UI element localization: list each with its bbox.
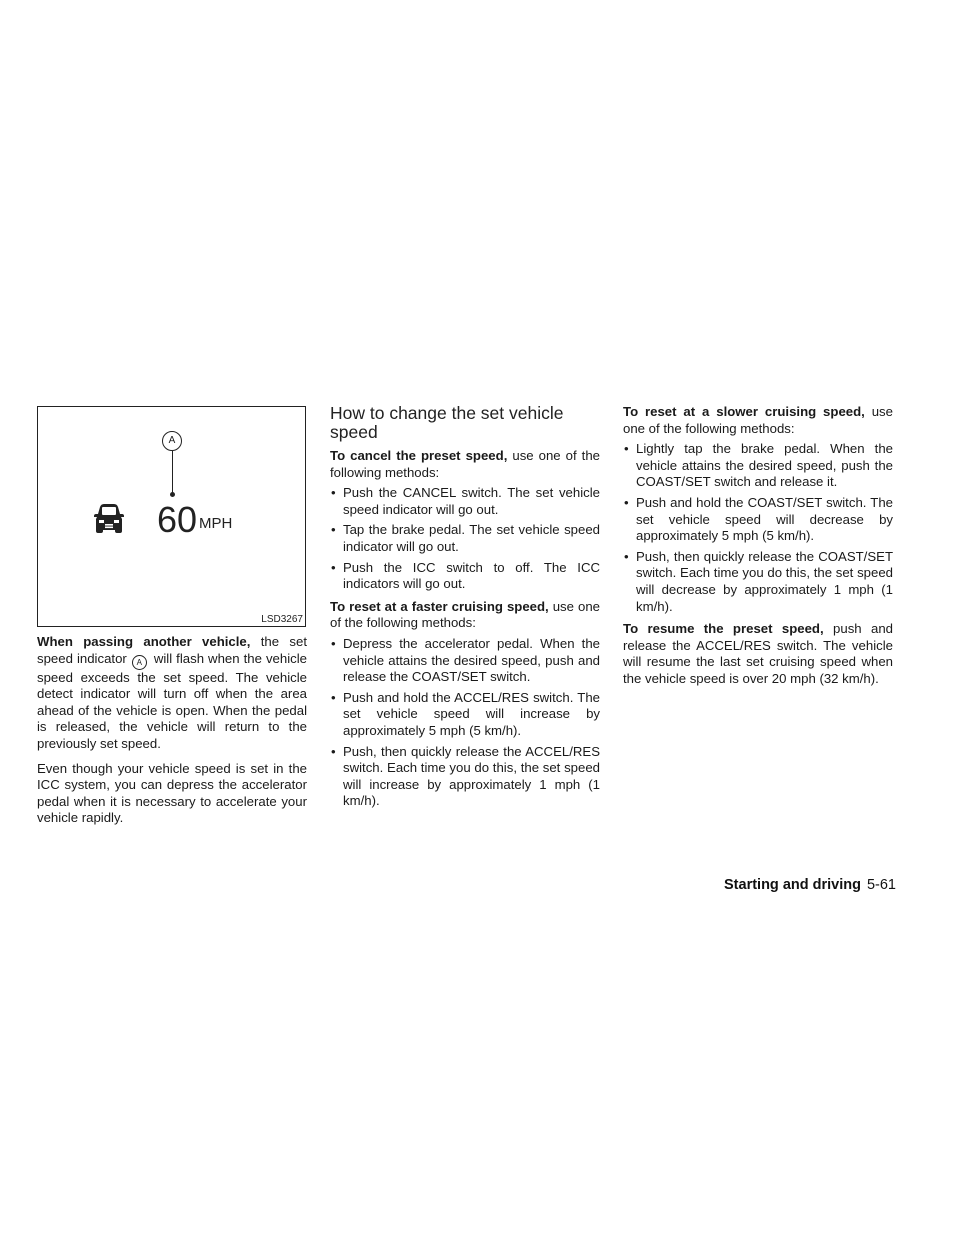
list-item: • Depress the accelerator pedal. When the vehicle attains the desired speed, push and release the COAST/SET switch. <box>330 636 600 686</box>
faster-lead: To reset at a faster cruising speed, <box>330 598 549 614</box>
slower-rest: use one of the following methods: <box>623 404 893 436</box>
set-speed-unit: MPH <box>199 515 233 532</box>
passing-text-b: will flash when the vehicle speed exceeds the set speed. The vehicle detect indicator will turn off when the area ahead of the vehicle is open. When the pedal is released, the vehicle will return to the previously set speed. <box>37 650 307 751</box>
column-1 <box>37 634 307 835</box>
resume-rest: push and release the ACCEL/RES switch. The vehicle will resume the last set cruising speed when the vehicle speed is over 20 mph (32 km/h). <box>623 621 893 686</box>
section-heading: How to change the set vehicle speed <box>330 403 564 442</box>
figure-code: LSD3267 <box>261 614 303 625</box>
list-item: • Push, then quickly release the COAST/SET switch. Each time you do this, the set speed will decrease by approximately 1 mph (1 km/h). <box>623 549 893 615</box>
slower-lead: To reset at a slower cruising speed, <box>623 404 865 419</box>
faster-list <box>330 636 600 810</box>
list-item: • Push and hold the COAST/SET switch. The set vehicle speed will decrease by approximately 5 mph (5 km/h). <box>623 495 893 545</box>
cancel-list <box>330 485 600 593</box>
page-footer <box>724 877 896 893</box>
list-item: • Push and hold the ACCEL/RES switch. The set vehicle speed will increase by approximately 5 mph (5 km/h). <box>330 690 600 740</box>
cancel-rest: use one of the following methods: <box>330 448 600 480</box>
list-item: • Tap the brake pedal. The set vehicle speed indicator will go out. <box>330 522 600 555</box>
accelerate-paragraph: Even though your vehicle speed is set in the ICC system, you can depress the accelerator pedal when it is necessary to accelerate your vehicle rapidly. <box>37 760 307 826</box>
resume-paragraph <box>623 621 893 687</box>
column-2 <box>330 404 600 816</box>
cancel-lead: To cancel the preset speed, <box>330 448 508 463</box>
column-3 <box>623 404 893 696</box>
faster-rest: use one of the following methods: <box>330 598 600 631</box>
page-number: 5-61 <box>866 877 896 893</box>
resume-lead: To resume the preset speed, <box>623 621 824 637</box>
passing-lead: When passing another vehicle, <box>37 634 251 649</box>
faster-paragraph <box>330 599 600 632</box>
callout-marker-a: A <box>162 431 182 451</box>
callout-leader-dot <box>170 492 175 497</box>
list-item: • Push the CANCEL switch. The set vehicle speed indicator will go out. <box>330 485 600 518</box>
callout-leader-line <box>172 451 173 493</box>
list-item: • Push the ICC switch to off. The ICC indicators will go out. <box>330 560 600 593</box>
inline-marker-a: A <box>132 655 147 670</box>
passing-text-a: the set speed indicator <box>37 634 307 666</box>
list-item: • Lightly tap the brake pedal. When the vehicle attains the desired speed, push the COAST/SET switch and release it. <box>623 441 893 491</box>
slower-paragraph <box>623 404 893 437</box>
set-speed-value: 60 <box>157 499 198 540</box>
footer-section-title: Starting and driving <box>724 877 861 893</box>
slower-list <box>623 441 893 615</box>
cancel-paragraph <box>330 448 600 481</box>
list-item: • Push, then quickly release the ACCEL/RES switch. Each time you do this, the set speed will increase by approximately 1 mph (1 km/h). <box>330 744 600 810</box>
vehicle-ahead-icon <box>91 501 127 537</box>
passing-paragraph <box>37 634 307 753</box>
